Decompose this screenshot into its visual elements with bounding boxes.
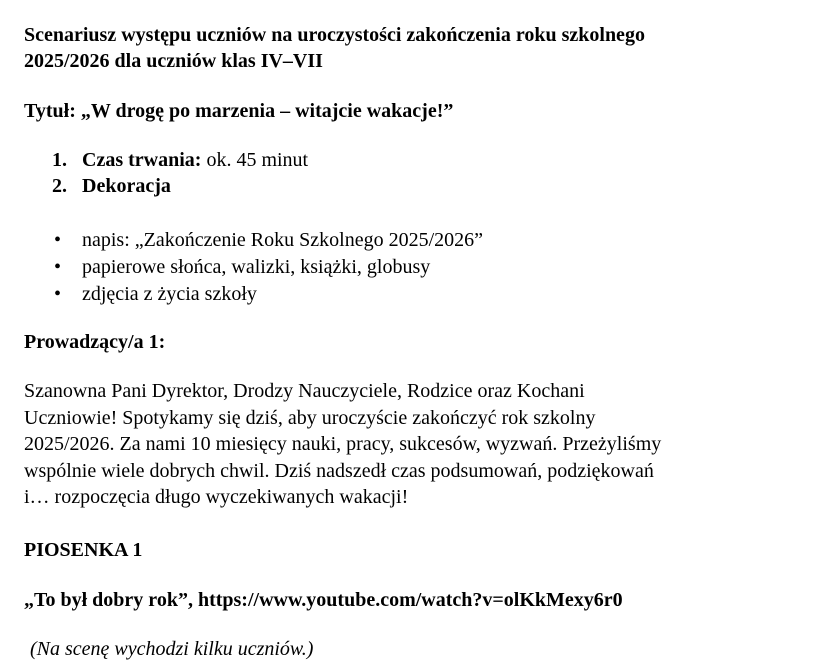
numbered-item-duration: [52, 147, 308, 173]
stage-direction: (Na scenę wychodzi kilku uczniów.): [30, 638, 314, 660]
bullet-item: [52, 281, 483, 308]
paragraph-line: Uczniowie! Spotykamy się dziś, aby uroczyście zakończyć rok szkolny: [24, 406, 596, 429]
host-heading: Prowadzący/a 1:: [24, 331, 166, 353]
numbered-item-decoration: [52, 173, 308, 199]
item-value: ok. 45 minut: [201, 149, 309, 171]
document-subtitle: Tytuł: „W drogę po marzenia – witajcie wakacje!”: [24, 100, 454, 122]
bullet-icon: •: [54, 256, 62, 278]
bullet-text: napis: „Zakończenie Roku Szkolnego 2025/2026”: [82, 229, 484, 251]
bullet-list: [52, 227, 483, 308]
song-link[interactable]: „To był dobry rok”, https://www.youtube.com/watch?v=olKkMexy6r0: [24, 589, 623, 611]
bullet-item: [52, 227, 483, 254]
item-label: Czas trwania:: [82, 149, 202, 171]
song-heading: PIOSENKA 1: [24, 539, 143, 561]
paragraph-line: Szanowna Pani Dyrektor, Drodzy Nauczyciele, Rodzice oraz Kochani: [24, 380, 585, 402]
paragraph-line: i… rozpoczęcia długo wyczekiwanych wakacji!: [24, 486, 409, 508]
document-title: [24, 22, 784, 74]
paragraph-line: 2025/2026. Za nami 10 miesięcy nauki, pracy, sukcesów, wyzwań. Przeżyliśmy: [24, 433, 662, 455]
numbered-list: [52, 147, 308, 199]
item-number: 1.: [52, 149, 67, 171]
bullet-text: papierowe słońca, walizki, książki, globusy: [82, 256, 431, 278]
title-line-2: 2025/2026 dla uczniów klas IV–VII: [24, 50, 323, 72]
host-speech-paragraph: [24, 378, 794, 511]
paragraph-line: wspólnie wiele dobrych chwil. Dziś nadszedł czas podsumowań, podziękowań: [24, 459, 654, 482]
bullet-text: zdjęcia z życia szkoły: [82, 283, 257, 305]
title-line-1: Scenariusz występu uczniów na uroczystości zakończenia roku szkolnego: [24, 24, 645, 46]
bullet-icon: •: [54, 229, 62, 251]
bullet-icon: •: [54, 283, 62, 305]
bullet-item: [52, 254, 483, 281]
item-label: Dekoracja: [82, 175, 171, 197]
item-number: 2.: [52, 175, 67, 197]
